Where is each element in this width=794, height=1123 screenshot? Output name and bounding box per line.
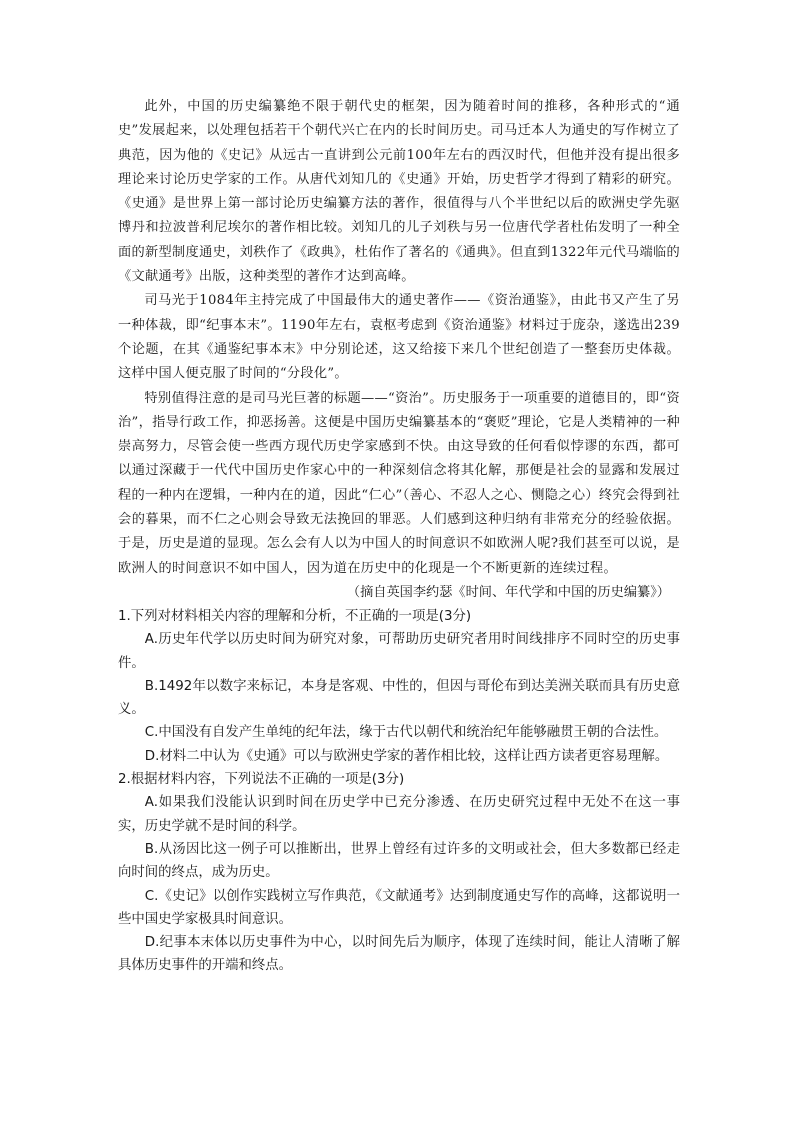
question-2 — [118, 768, 680, 978]
passage-paragraph-1: 此外，中国的历史编纂绝不限于朝代史的框架，因为随着时间的推移，各种形式的“通史”发展起来，以处理包括若干个朝代兴亡在内的长时间历史。司马迁本人为通史的写作树立了典范，因为他的《史记》从远古一直讲到公元前100年左右的西汉时代，但他并没有提出很多理论来讨论历史学家的工作。从唐代刘知几的《史通》开始，历史哲学才得到了精彩的研究。《史通》是世界上第一部讨论历史编纂方法的著作，很值得与八个半世纪以后的欧洲史学先驱博丹和拉波普利尼埃尔的著作相比较。刘知几的儿子刘秩与另一位唐代学者杜佑发明了一种全面的新型制度通史，刘秩作了《政典》，杜佑作了著名的《通典》。但直到1322年元代马端临的《文献通考》出版，这种类型的著作才达到高峰。 — [118, 99, 680, 285]
question-2-stem: 2.根据材料内容，下列说法不正确的一项是(3分) — [118, 772, 405, 788]
question-2-option-b: B.从汤因比这一例子可以推断出，世界上曾经有过许多的文明或社会，但大多数都已经走向时间的终点，成为历史。 — [118, 841, 680, 881]
question-1-stem: 1.下列对材料相关内容的理解和分析，不正确的一项是(3分) — [118, 608, 472, 624]
passage-paragraph-3: 特别值得注意的是司马光巨著的标题——“资治”。历史服务于一项重要的道德目的，即“资治”，指导行政工作，抑恶扬善。这便是中国历史编纂基本的“褒贬”理论，它是人类精神的一种崇高努力，尽管会使一些西方现代历史学家感到不快。由这导致的任何看似悖谬的东西，都可以通过深藏于一代代中国历史作家心中的一种深刻信念将其化解，那便是社会的显露和发展过程的一种内在逻辑，一种内在的道，因此“仁心”（善心、不忍人之心、恻隐之心）终究会得到社会的暮果，而不仁之心则会导致无法挽回的罪恶。人们感到这种归纳有非常充分的经验依据。于是，历史是道的显现。怎么会有人以为中国人的时间意识不如欧洲人呢?我们甚至可以说，是欧洲人的时间意识不如中国人，因为道在历史中的化现是一个不断更新的连续过程。 — [118, 390, 680, 576]
passage-paragraph-2: 司马光于1084年主持完成了中国最伟大的通史著作——《资治通鉴》，由此书又产生了另一种体裁，即“纪事本末”。1190年左右，袁枢考虑到《资治通鉴》材料过于庞杂，遂选出239个论题，在其《通鉴纪事本末》中分别论述，这又给接下来几个世纪创造了一整套历史体裁。这样中国人便克服了时间的“分段化”。 — [118, 293, 680, 382]
question-1 — [118, 605, 680, 768]
question-1-option-a: A.历史年代学以历史时间为研究对象，可帮助历史研究者用时间线排序不同时空的历史事件。 — [118, 632, 680, 671]
document-page — [118, 95, 680, 978]
question-1-option-c: C.中国没有自发产生单纯的纪年法，缘于古代以朝代和统治纪年能够融贯王朝的合法性。 — [144, 725, 668, 741]
source-citation: （摘自英国李约瑟《时间、年代学和中国的历史编纂》） — [346, 584, 670, 600]
question-2-option-c: C.《史记》以创作实践树立写作典范，《文献通考》达到制度通史写作的高峰，这都说明一些中国史学家极具时间意识。 — [118, 888, 680, 927]
question-1-option-d: D.材料二中认为《史通》可以与欧洲史学家的著作相比较，这样让西方读者更容易理解。 — [144, 748, 669, 764]
question-2-option-d: D.纪事本末体以历史事件为中心，以时间先后为顺序，体现了连续时间，能让人清晰了解具体历史事件的开端和终点。 — [118, 935, 680, 974]
question-1-option-b: B.1492年以数字来标记，本身是客观、中性的，但因与哥伦布到达美洲关联而具有历史意义。 — [118, 678, 680, 718]
question-2-option-a: A.如果我们没能认识到时间在历史学中已充分渗透、在历史研究过程中无处不在这一事实，历史学就不是时间的科学。 — [118, 795, 680, 834]
